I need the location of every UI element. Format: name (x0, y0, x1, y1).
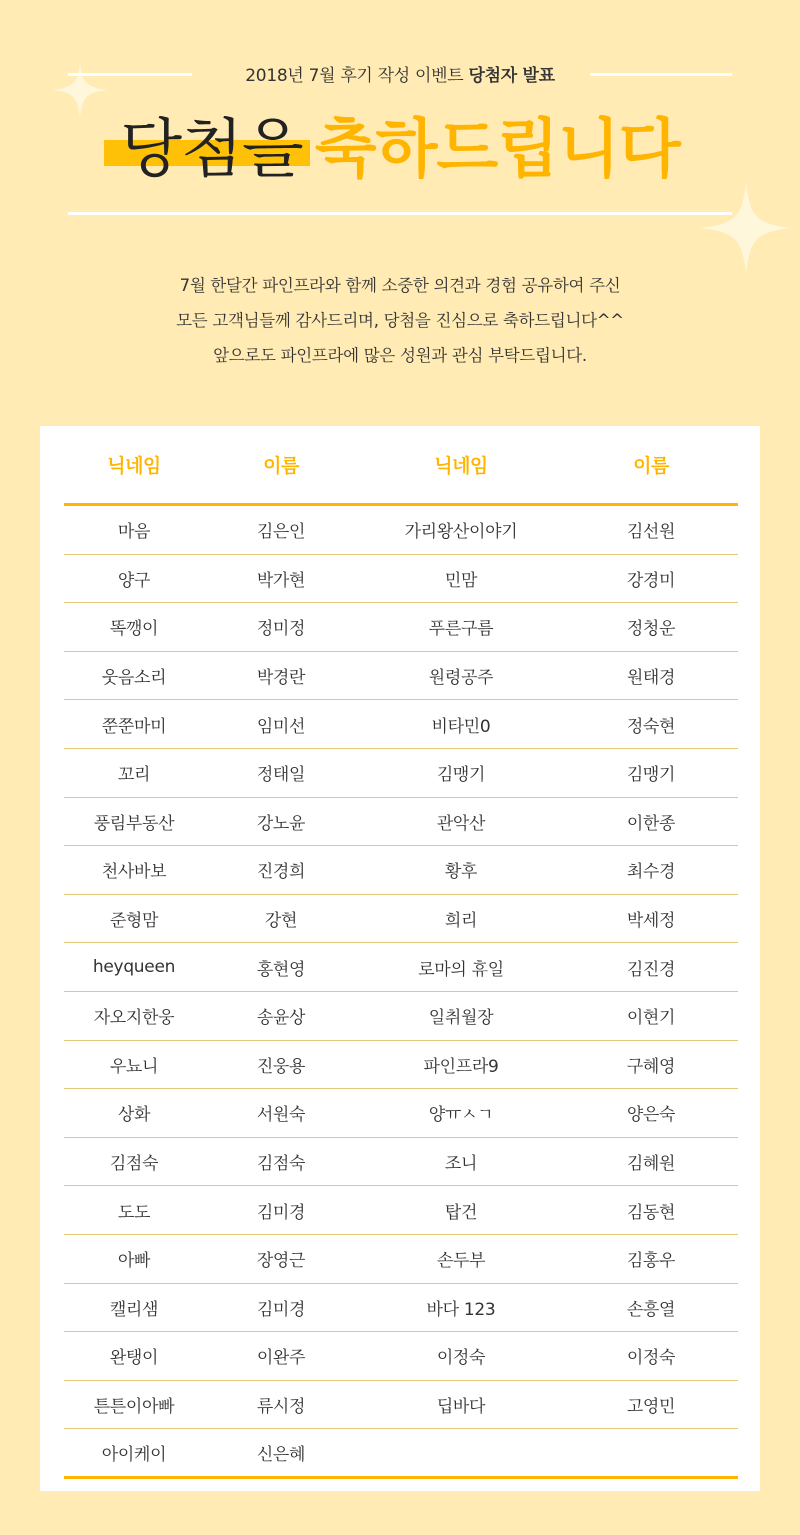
subtitle-divider-right (590, 73, 732, 76)
cell-name: 강현 (264, 911, 298, 932)
column-header-nickname: 닉네임 (434, 455, 488, 477)
event-subtitle (245, 61, 554, 86)
subtitle-row (0, 58, 800, 88)
cell-name: 김미경 (256, 1202, 306, 1223)
cell-nickname: 상화 (117, 1105, 151, 1126)
cell-name: 박가현 (256, 570, 306, 591)
cell-name: 박경란 (256, 668, 306, 689)
headline (0, 100, 800, 200)
cell-name: 이정숙 (626, 1348, 676, 1369)
event-header (0, 0, 800, 420)
table-row (64, 506, 738, 555)
table-row (64, 1284, 738, 1333)
table-body (64, 506, 738, 1479)
cell-nickname: 마음 (117, 522, 151, 543)
table-row (64, 1235, 738, 1284)
cell-name: 정미정 (256, 619, 306, 640)
cell-name: 장영근 (256, 1251, 306, 1272)
cell-nickname: 웃음소리 (101, 668, 167, 689)
cell-name: 홍현영 (256, 959, 306, 980)
cell-nickname: 푸른구름 (428, 619, 494, 640)
intro-line: 7월 한달간 파인프라와 함께 소중한 의견과 경험 공유하여 주신 (179, 276, 621, 295)
cell-nickname: 바다 123 (426, 1299, 496, 1320)
table-row (64, 846, 738, 895)
cell-nickname: 비타민0 (431, 716, 491, 737)
cell-nickname: 로마의 휴일 (418, 959, 504, 980)
cell-nickname: 이정숙 (436, 1348, 486, 1369)
cell-nickname: 도도 (117, 1202, 151, 1223)
cell-nickname: heyqueen (92, 957, 176, 978)
column-header-name: 이름 (263, 455, 299, 477)
cell-nickname: 민맘 (444, 570, 478, 591)
cell-name: 서원숙 (256, 1105, 306, 1126)
subtitle-divider-left (68, 73, 192, 76)
cell-name: 김은인 (256, 522, 306, 543)
headline-normal-text: 당첨을 (120, 113, 303, 187)
cell-name: 신은혜 (256, 1445, 306, 1466)
cell-name: 최수경 (626, 862, 676, 883)
cell-name: 강노윤 (256, 813, 306, 834)
cell-name: 김혜원 (626, 1154, 676, 1175)
cell-nickname: 아빠 (117, 1251, 151, 1272)
table-row (64, 992, 738, 1041)
cell-name: 진경희 (256, 862, 306, 883)
cell-nickname: 양ㅠㅅㄱ (428, 1105, 494, 1126)
cell-name: 류시정 (256, 1396, 306, 1417)
cell-nickname: 천사바보 (101, 862, 167, 883)
intro-line: 앞으로도 파인프라에 많은 성원과 관심 부탁드립니다. (213, 346, 587, 365)
cell-nickname: 양구 (117, 570, 151, 591)
table-row (64, 1041, 738, 1090)
cell-name: 김맹기 (626, 765, 676, 786)
cell-nickname: 원령공주 (428, 668, 494, 689)
intro-message (0, 268, 800, 373)
headline-divider (68, 212, 732, 215)
cell-nickname: 김점숙 (109, 1154, 159, 1175)
cell-name: 원태경 (626, 668, 676, 689)
subtitle-emphasis: 당첨자 발표 (468, 65, 555, 86)
cell-name: 이완주 (256, 1348, 306, 1369)
winners-card (40, 426, 760, 1491)
column-header-name: 이름 (633, 455, 669, 477)
subtitle-text: 2018년 7월 후기 작성 이벤트 (245, 65, 469, 86)
cell-nickname: 탑건 (444, 1202, 478, 1223)
cell-name: 손흥열 (626, 1299, 676, 1320)
cell-name: 김동현 (626, 1202, 676, 1223)
table-row (64, 798, 738, 847)
cell-name: 진웅용 (256, 1056, 306, 1077)
cell-name: 강경미 (626, 570, 676, 591)
intro-line: 모든 고객님들께 감사드리며, 당첨을 진심으로 축하드립니다^^ (176, 311, 624, 330)
cell-nickname: 황후 (444, 862, 478, 883)
cell-nickname: 아이케이 (101, 1445, 167, 1466)
cell-name: 박세정 (626, 911, 676, 932)
cell-nickname: 꼬리 (117, 765, 151, 786)
table-row (64, 1381, 738, 1430)
cell-name: 이한종 (626, 813, 676, 834)
cell-nickname: 손두부 (436, 1251, 486, 1272)
table-row (64, 555, 738, 604)
cell-nickname: 관악산 (436, 813, 486, 834)
cell-name: 고영민 (626, 1396, 676, 1417)
cell-nickname: 우뇨니 (109, 1056, 159, 1077)
cell-nickname: 캘리샘 (109, 1299, 159, 1320)
cell-name: 김선원 (626, 522, 676, 543)
cell-name: 김홍우 (626, 1251, 676, 1272)
cell-name: 송윤상 (256, 1008, 306, 1029)
cell-nickname: 풍림부동산 (93, 813, 175, 834)
table-row (64, 943, 738, 992)
cell-nickname: 조니 (444, 1154, 478, 1175)
cell-nickname: 쭌쭌마미 (101, 716, 167, 737)
cell-name: 이현기 (626, 1008, 676, 1029)
cell-nickname: 딥바다 (436, 1396, 486, 1417)
table-row (64, 1138, 738, 1187)
cell-nickname: 완탱이 (109, 1348, 159, 1369)
cell-name: 정태일 (256, 765, 306, 786)
cell-nickname: 똑깽이 (109, 619, 159, 640)
winners-table (64, 426, 738, 1479)
cell-nickname: 희리 (444, 911, 478, 932)
cell-name: 김미경 (256, 1299, 306, 1320)
table-row (64, 1089, 738, 1138)
page-title (0, 108, 800, 192)
cell-name: 양은숙 (626, 1105, 676, 1126)
cell-name: 구혜영 (626, 1056, 676, 1077)
table-row (64, 1186, 738, 1235)
table-row (64, 603, 738, 652)
cell-nickname: 가리왕산이야기 (404, 522, 518, 543)
table-header (64, 426, 738, 506)
cell-name: 김진경 (626, 959, 676, 980)
table-row (64, 749, 738, 798)
cell-nickname: 일취월장 (428, 1008, 494, 1029)
cell-nickname: 준형맘 (109, 911, 159, 932)
cell-name: 정청운 (626, 619, 676, 640)
table-row (64, 652, 738, 701)
cell-name: 김점숙 (256, 1154, 306, 1175)
column-header-nickname: 닉네임 (107, 455, 161, 477)
cell-nickname: 튼튼이아빠 (93, 1396, 175, 1417)
cell-name: 임미선 (256, 716, 306, 737)
cell-nickname: 김맹기 (436, 765, 486, 786)
cell-nickname: 자오지한웅 (93, 1008, 175, 1029)
table-row (64, 700, 738, 749)
cell-name: 정숙현 (626, 716, 676, 737)
table-row (64, 1332, 738, 1381)
table-row (64, 895, 738, 944)
headline-bold-text: 축하드립니다 (314, 113, 680, 187)
cell-nickname: 파인프라9 (423, 1056, 499, 1077)
table-row (64, 1429, 738, 1479)
